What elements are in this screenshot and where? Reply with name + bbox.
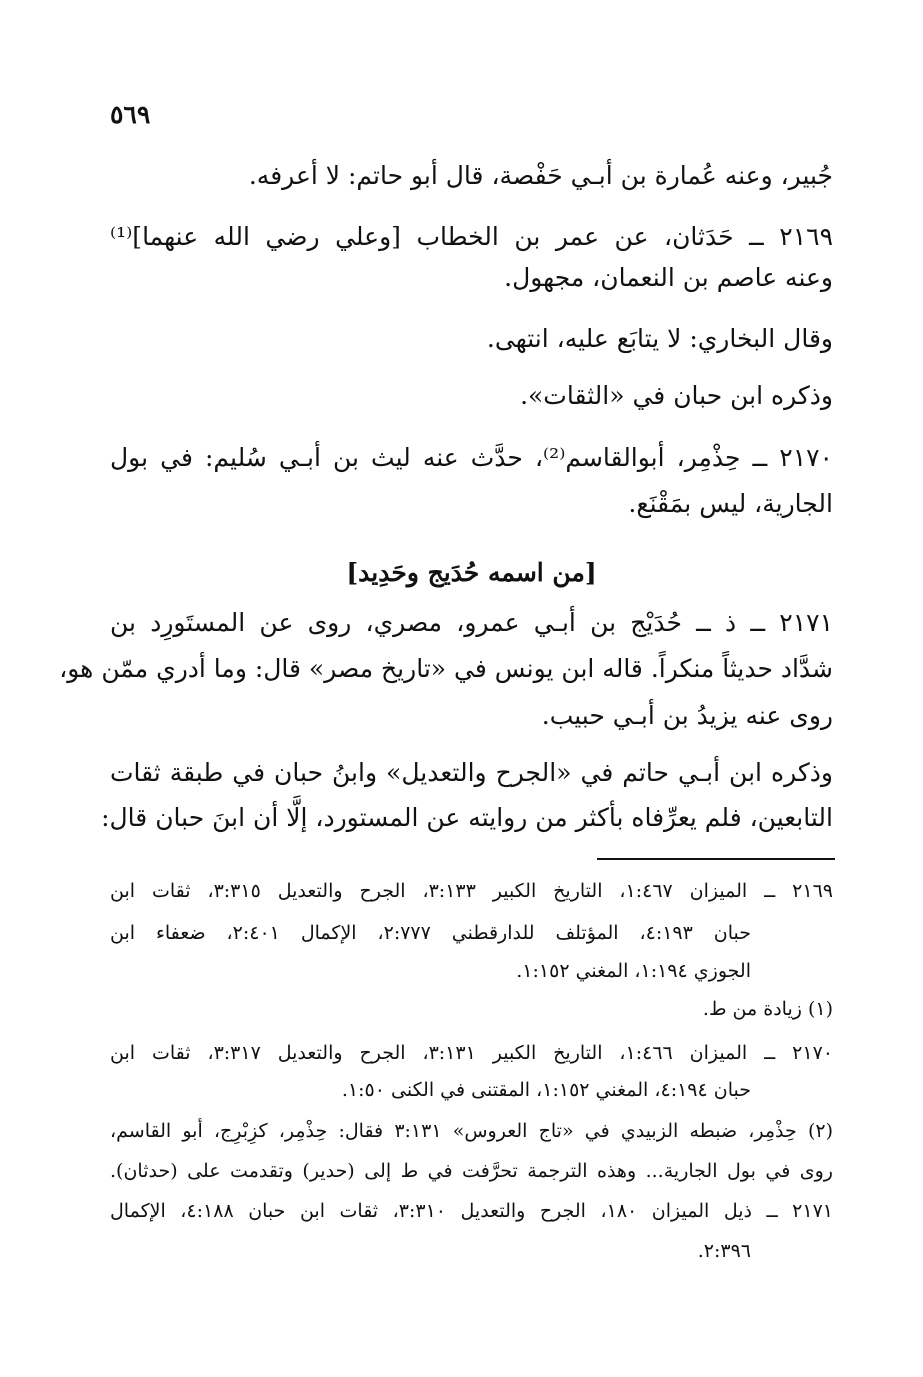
body-line-4: وقال البخاري: لا يتابَع عليه، انتهى. [486, 324, 833, 353]
footnote-2170-line-1: ٢١٧٠ ــ الميزان ١:٤٦٦، التاريخ الكبير ٣:١٣١، الجرح والتعديل ٣:٣١٧، ثقات ابن [110, 1042, 833, 1064]
section-heading: [من اسمه حُدَيج وحَدِيد] [346, 558, 597, 587]
body-line-12: التابعين، فلم يعرِّفاه بأكثر من روايته عن المستورد، إلَّا أن ابنَ حبان قال: [101, 803, 833, 832]
body-line-5: وذكره ابن حبان في «الثقات». [520, 381, 833, 410]
footnote-divider [597, 858, 835, 860]
body-line-7: الجارية، ليس بمَقْنَع. [628, 489, 833, 518]
body-line-3: وعنه عاصم بن النعمان، مجهول. [504, 263, 833, 292]
footnote-1: (١) زيادة من ط. [702, 998, 833, 1020]
body-line-11: وذكره ابن أبـي حاتم في «الجرح والتعديل» وابنُ حبان في طبقة ثقات [110, 758, 833, 787]
footnote-2-line-2: روى في بول الجارية... وهذه الترجمة تحرَّفت في ط إلى (حدير) وتقدمت على (حدثان). [110, 1160, 833, 1182]
entry-2170-line: ٢١٧٠ ــ حِذْمِر، أبوالقاسم⁽²⁾، حدَّث عنه ليث بن أبـي سُليم: في بول [110, 443, 833, 472]
footnote-2170-line-2: حبان ٤:١٩٤، المغني ١:١٥٢، المقتنى في الكنى ١:٥٠. [341, 1079, 751, 1101]
footnote-2171-line-2: ٢:٣٩٦. [697, 1240, 751, 1262]
body-line-10: روى عنه يزيدُ بن أبـي حبيب. [541, 701, 833, 730]
body-line-9: شدَّاد حديثاً منكراً. قاله ابن يونس في «تاريخ مصر» قال: وما أدري ممّن هو، [59, 654, 833, 683]
page-number: ٥٦٩ [110, 100, 151, 129]
footnote-2169-line-3: الجوزي ١:١٩٤، المغني ١:١٥٢. [516, 960, 751, 982]
body-line-1: جُبير، وعنه عُمارة بن أبـي حَفْصة، قال أبو حاتم: لا أعرفه. [248, 161, 833, 190]
footnote-2-line-1: (٢) حِذْمِر، ضبطه الزبيدي في «تاج العروس» ٣:١٣١ فقال: حِذْمِر، كزِبْرِج، أبو القاسم، [110, 1120, 833, 1142]
entry-2169-line: ٢١٦٩ ــ حَدَثان، عن عمر بن الخطاب [وعلي رضي الله عنهما]⁽¹⁾ [110, 222, 833, 251]
entry-2171-line: ٢١٧١ ــ ذ ــ حُدَيْج بن أبـي عمرو، مصري، روى عن المستَورِد بن [110, 608, 833, 637]
footnote-2169-line-1: ٢١٦٩ ــ الميزان ١:٤٦٧، التاريخ الكبير ٣:١٣٣، الجرح والتعديل ٣:٣١٥، ثقات ابن [110, 880, 833, 902]
footnote-2171-line-1: ٢١٧١ ــ ذيل الميزان ١٨٠، الجرح والتعديل ٣:٣١٠، ثقات ابن حبان ٤:١٨٨، الإكمال [110, 1200, 833, 1222]
footnote-2169-line-2: حبان ٤:١٩٣، المؤتلف للدارقطني ٢:٧٧٧، الإكمال ٢:٤٠١، ضعفاء ابن [110, 922, 752, 944]
